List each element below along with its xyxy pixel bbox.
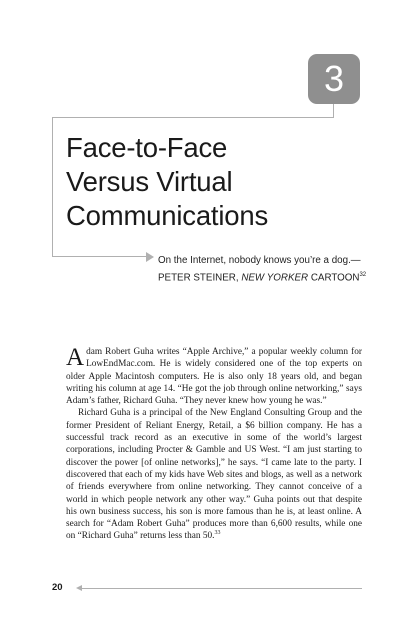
epigraph-publication: NEW YORKER bbox=[241, 272, 309, 284]
body-text bbox=[66, 346, 362, 543]
paragraph-2-text: Richard Guha is a principal of the New England Consulting Group and the former President of Reliant Energy, Retail, a $6 billion company. He has a successful track record as an executive in some of the world’s largest corporations, including Procter & Gamble and US West. “I am just starting to discover the power [of online networks],” he says. “I came late to the party. I discovered that each of my kids have Web sites and blogs, as well as a network of friends everywhere from online networking. They cannot conceive of a world in which people network any other way.” Guha points out that despite his own business success, his son is more famous than he is, at least online. A search for “Adam Robert Guha” produces more than 6,600 results, while one on “Richard Guha” returns less than 50. bbox=[66, 408, 362, 542]
epigraph bbox=[158, 254, 368, 285]
paragraph-1-text: dam Robert Guha writes “Apple Archive,” a popular weekly column for LowEndMac.com. He is widely considered one of the top experts on older Apple Macintosh computers. He is also only 18 years old, and began writing his column at age 14. “He got the job through online networking,” says Adam’s father, Richard Guha. “They never knew how young he was.” bbox=[66, 347, 362, 407]
page-number: 20 bbox=[52, 582, 63, 593]
chapter-title-line-2: Versus Virtual bbox=[66, 166, 233, 197]
paragraph-1 bbox=[66, 346, 362, 407]
epigraph-suffix: CARTOON bbox=[310, 272, 360, 284]
arrow-right-icon bbox=[146, 252, 154, 262]
chapter-title-line-3: Communications bbox=[66, 200, 268, 231]
chapter-title bbox=[66, 131, 268, 233]
frame-line-left bbox=[52, 117, 53, 257]
frame-line-right bbox=[333, 104, 334, 118]
chapter-number: 3 bbox=[323, 58, 345, 99]
frame-line-top bbox=[52, 117, 334, 118]
chapter-title-line-1: Face-to-Face bbox=[66, 132, 228, 163]
epigraph-author: PETER STEINER, bbox=[158, 272, 239, 284]
paragraph-2 bbox=[66, 407, 362, 542]
footer-rule bbox=[81, 588, 362, 589]
footnote-ref-32: 32 bbox=[359, 272, 367, 278]
frame-line-bottom bbox=[52, 256, 148, 257]
chapter-number-badge bbox=[308, 54, 360, 104]
epigraph-quote: On the Internet, nobody knows you’re a dog.— bbox=[158, 255, 361, 266]
drop-cap: A bbox=[66, 344, 85, 371]
footnote-ref-33: 33 bbox=[214, 530, 221, 537]
